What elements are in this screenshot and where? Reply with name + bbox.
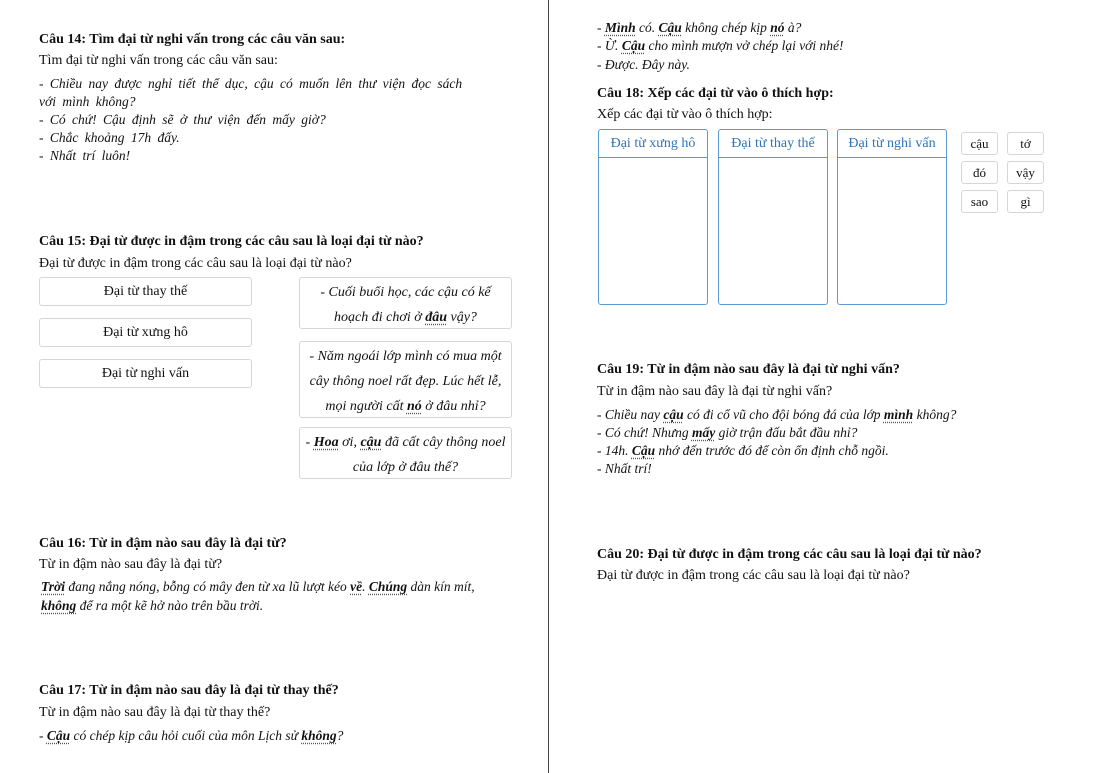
bold-word[interactable]: không xyxy=(301,728,337,743)
bold-word[interactable]: không xyxy=(41,598,77,613)
bold-word[interactable]: mấy xyxy=(691,425,716,440)
option-dai-tu-thay-the[interactable]: Đại từ thay thế xyxy=(39,277,252,306)
bold-word[interactable]: Cậu xyxy=(658,20,682,35)
q18-title: Câu 18: Xếp các đại từ vào ô thích hợp: xyxy=(597,86,834,101)
q14-line: - Chắc khoảng 17h đấy. xyxy=(39,130,180,145)
q17-line: - Ừ. Cậu cho mình mượn vở chép lại với nhé! xyxy=(597,38,844,53)
q16-line: Trời đang nắng nóng, bỗng có mây đen từ xa lũ lượt kéo về. Chúng dàn kín mít, xyxy=(41,579,475,594)
q15-prompt: Đại từ được in đậm trong các câu sau là loại đại từ nào? xyxy=(39,256,352,271)
q17-line: - Cậu có chép kịp câu hỏi cuối của môn Lịch sử không? xyxy=(39,728,344,743)
bin-header: Đại từ nghi vấn xyxy=(838,130,946,158)
bold-word[interactable]: Chúng xyxy=(368,579,408,594)
drop-bin-xung-ho[interactable] xyxy=(598,129,708,305)
q14-line: với mình không? xyxy=(39,94,136,109)
q17-prompt: Từ in đậm nào sau đây là đại từ thay thế? xyxy=(39,705,271,720)
bold-word[interactable]: Cậu xyxy=(631,443,656,458)
q16-prompt: Từ in đậm nào sau đây là đại từ? xyxy=(39,557,223,572)
option-dai-tu-nghi-van[interactable]: Đại từ nghi vấn xyxy=(39,359,252,388)
q16-line: không để ra một kẽ hở nào trên bầu trời. xyxy=(41,598,264,613)
word-chip[interactable]: gì xyxy=(1007,190,1044,213)
q20-prompt: Đại từ được in đậm trong các câu sau là loại đại từ nào? xyxy=(597,568,910,583)
q19-line: - Có chứ! Nhưng mấy giờ trận đấu bắt đầu nhỉ? xyxy=(597,425,858,440)
q17-line: - Được. Đây này. xyxy=(597,57,690,72)
bold-word[interactable]: Cậu xyxy=(621,38,646,53)
bold-word[interactable]: nó xyxy=(770,20,785,35)
q17-title: Câu 17: Từ in đậm nào sau đây là đại từ thay thế? xyxy=(39,683,339,698)
q16-title: Câu 16: Từ in đậm nào sau đây là đại từ? xyxy=(39,536,287,551)
q19-line: - 14h. Cậu nhớ đến trước đó để còn ổn định chỗ ngồi. xyxy=(597,443,889,458)
sentence-card-1[interactable]: - Cuối buổi học, các cậu có kế hoạch đi chơi ở đâu vậy? xyxy=(299,277,512,329)
column-divider xyxy=(548,0,549,773)
bin-header: Đại từ xưng hô xyxy=(599,130,707,158)
bold-word[interactable]: Mình xyxy=(604,20,636,35)
q19-prompt: Từ in đậm nào sau đây là đại từ nghi vấn? xyxy=(597,384,833,399)
word-chip[interactable]: cậu xyxy=(961,132,998,155)
q19-line: - Chiều nay cậu có đi cổ vũ cho đội bóng đá của lớp mình không? xyxy=(597,407,957,422)
bold-word[interactable]: Trời xyxy=(41,579,65,594)
q18-prompt: Xếp các đại từ vào ô thích hợp: xyxy=(597,107,773,122)
q19-line: - Nhất trí! xyxy=(597,461,652,476)
drop-bin-nghi-van[interactable] xyxy=(837,129,947,305)
bold-word[interactable]: về xyxy=(350,579,363,594)
q19-title: Câu 19: Từ in đậm nào sau đây là đại từ nghi vấn? xyxy=(597,362,900,377)
sentence-card-3[interactable]: - Hoa ơi, cậu đã cất cây thông noel của lớp ở đâu thế? xyxy=(299,427,512,479)
bin-header: Đại từ thay thế xyxy=(719,130,827,158)
sentence-card-2[interactable]: - Năm ngoái lớp mình có mua một cây thông noel rất đẹp. Lúc hết lễ, mọi người cất nó ở đâu nhỉ? xyxy=(299,341,512,418)
q14-line: - Có chứ! Cậu định sẽ ở thư viện đến mấy giờ? xyxy=(39,112,326,127)
q14-prompt: Tìm đại từ nghi vấn trong các câu văn sau: xyxy=(39,53,278,68)
q14-line: - Chiều nay được nghỉ tiết thể dục, cậu có muốn lên thư viện đọc sách xyxy=(39,76,463,91)
bold-word[interactable]: cậu xyxy=(663,407,684,422)
q17-line: - Mình có. Cậu không chép kịp nó à? xyxy=(597,20,802,35)
word-chip[interactable]: vậy xyxy=(1007,161,1044,184)
bold-word[interactable]: Cậu xyxy=(46,728,71,743)
drop-bin-thay-the[interactable] xyxy=(718,129,828,305)
option-dai-tu-xung-ho[interactable]: Đại từ xưng hô xyxy=(39,318,252,347)
q20-title: Câu 20: Đại từ được in đậm trong các câu sau là loại đại từ nào? xyxy=(597,547,982,562)
word-chip[interactable]: sao xyxy=(961,190,998,213)
q15-title: Câu 15: Đại từ được in đậm trong các câu sau là loại đại từ nào? xyxy=(39,234,424,249)
q14-title: Câu 14: Tìm đại từ nghi vấn trong các câu văn sau: xyxy=(39,32,346,47)
word-chip[interactable]: đó xyxy=(961,161,998,184)
word-chip[interactable]: tớ xyxy=(1007,132,1044,155)
q14-line: - Nhất trí luôn! xyxy=(39,148,131,163)
bold-word[interactable]: mình xyxy=(883,407,914,422)
